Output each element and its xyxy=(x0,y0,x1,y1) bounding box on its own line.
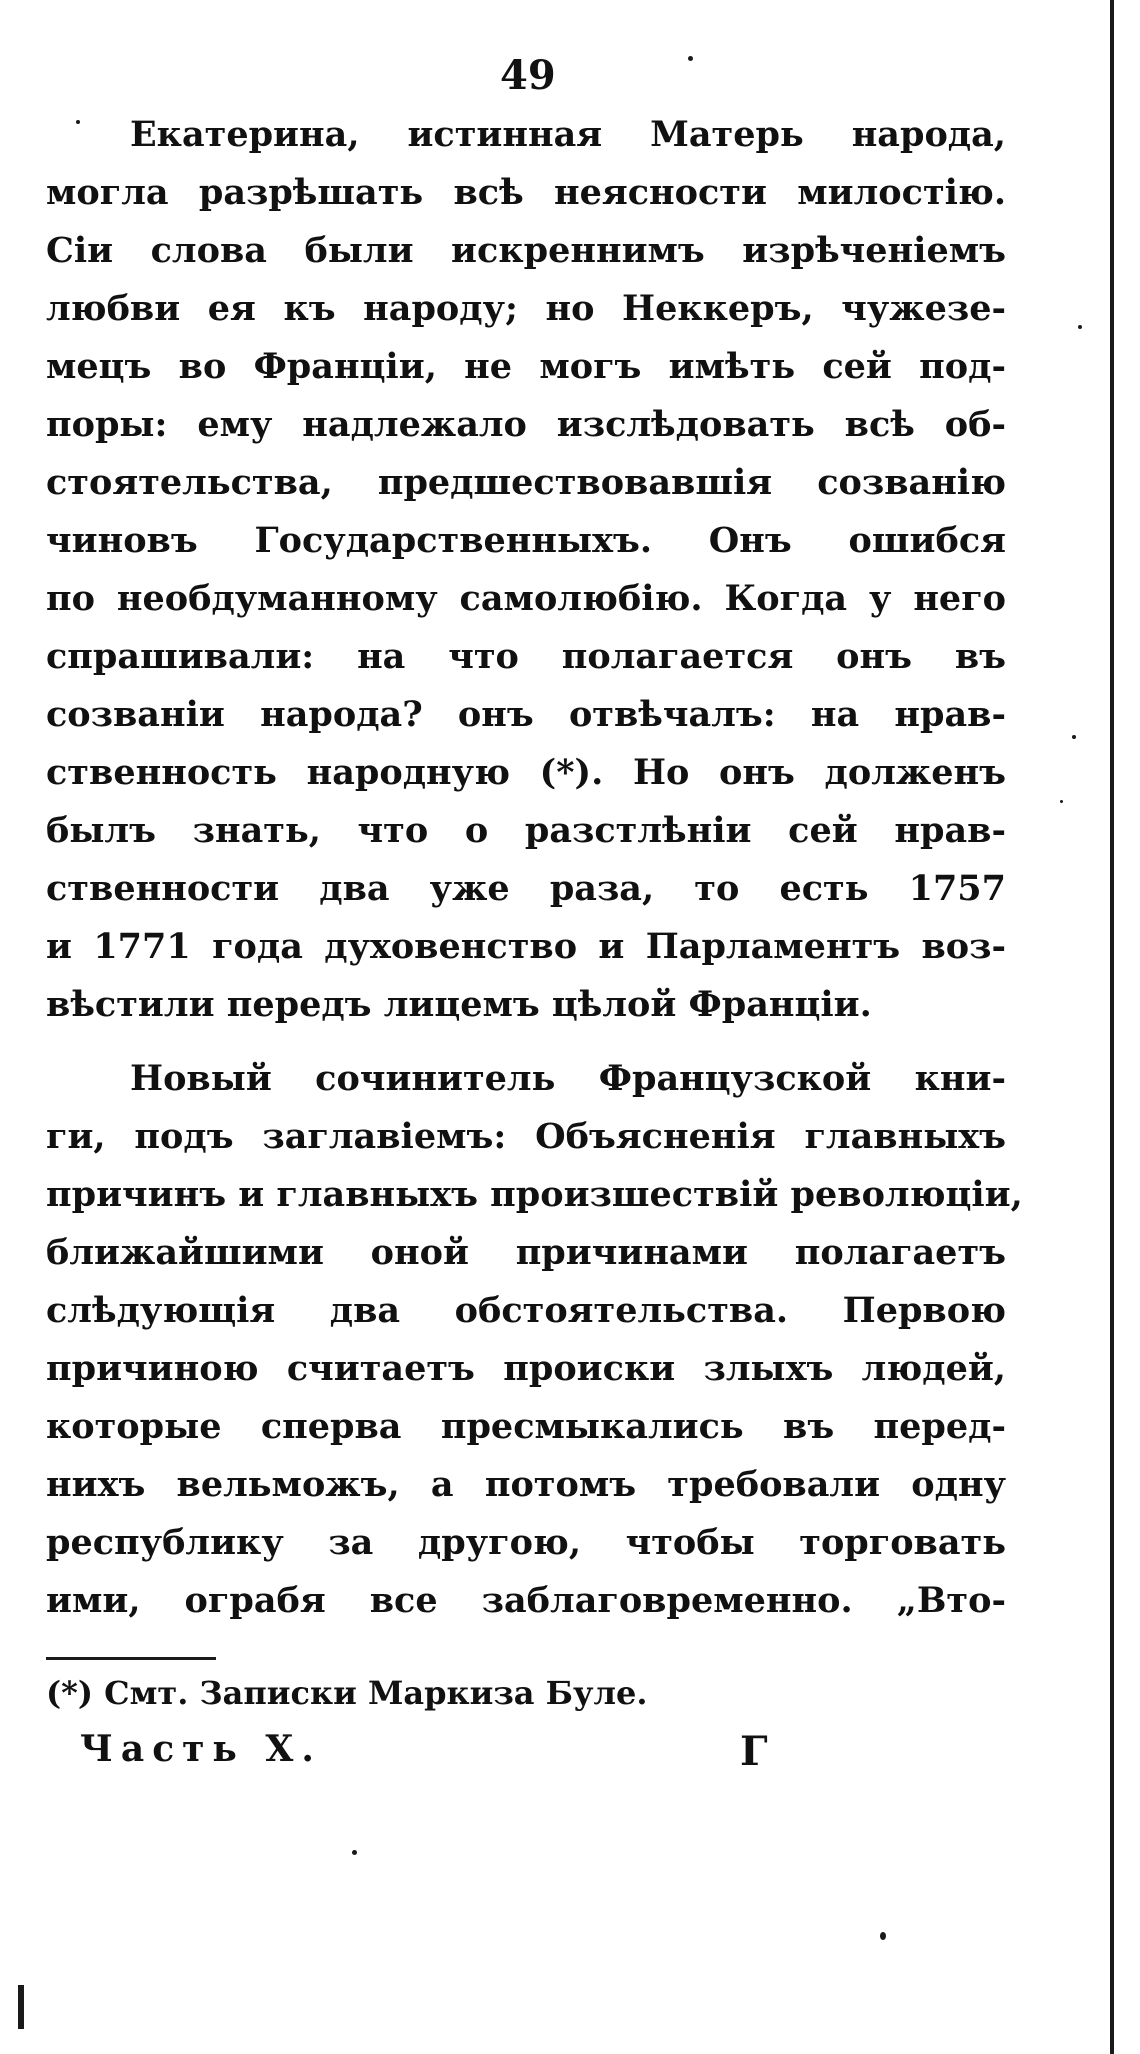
text-line: вѣстили передъ лицемъ цѣлой Франціи. xyxy=(46,984,872,1025)
text-line: слѣдующія два обстоятельства. Первою xyxy=(46,1290,1006,1331)
scan-speck xyxy=(352,1850,357,1855)
text-line: ближайшими оной причинами полагаетъ xyxy=(46,1232,1006,1273)
text-line: нихъ вельможъ, а потомъ требовали одну xyxy=(46,1464,1006,1505)
text-line: любви ея къ народу; но Неккеръ, чужезе- xyxy=(46,288,1006,329)
text-line: могла разрѣшать всѣ неясности милостію. xyxy=(46,172,1006,213)
text-line: по необдуманному самолюбію. Когда у него xyxy=(46,578,1006,619)
scan-speck xyxy=(688,56,693,61)
scan-speck xyxy=(1078,325,1082,329)
text-line: Сіи слова были искреннимъ изрѣченіемъ xyxy=(46,230,1006,271)
signature-part: Часть X. xyxy=(80,1728,322,1770)
text-line: созваніи народа? онъ отвѣчалъ: на нрав- xyxy=(46,694,1006,735)
text-line: чиновъ Государственныхъ. Онъ ошибся xyxy=(46,520,1006,561)
text-line: стоятельства, предшествовавшія созванію xyxy=(46,462,1006,503)
text-line: которые сперва пресмыкались въ перед- xyxy=(46,1406,1006,1447)
text-line: республику за другою, чтобы торговать xyxy=(46,1522,1006,1563)
scan-speck xyxy=(1072,735,1076,739)
text-line: поры: ему надлежало изслѣдовать всѣ об- xyxy=(46,404,1006,445)
text-line: ственности два уже раза, то есть 1757 xyxy=(46,868,1006,909)
page-number: 49 xyxy=(500,52,556,99)
signature-mark: Г xyxy=(740,1728,768,1775)
text-line: спрашивали: на что полагается онъ въ xyxy=(46,636,1006,677)
text-line: Екатерина, истинная Матерь народа, xyxy=(130,114,1006,155)
scan-speck xyxy=(1060,800,1063,803)
footnote-separator xyxy=(46,1657,216,1660)
text-line: Новый сочинитель Французской кни- xyxy=(130,1058,1006,1099)
scan-speck xyxy=(880,1932,886,1940)
footnote: (*) Смт. Записки Маркиза Буле. xyxy=(46,1674,648,1712)
scan-speck xyxy=(76,120,80,124)
text-line: и 1771 года духовенство и Парламентъ воз- xyxy=(46,926,1006,967)
text-line: мецъ во Франціи, не могъ имѣть сей под- xyxy=(46,346,1006,387)
scan-mark xyxy=(18,1985,24,2029)
text-line: причиною считаетъ происки злыхъ людей, xyxy=(46,1348,1006,1389)
text-line: ими, ограбя все заблаговременно. „Вто- xyxy=(46,1580,1006,1621)
text-line: ственность народную (*). Но онъ долженъ xyxy=(46,752,1006,793)
text-line: ги, подъ заглавіемъ: Объясненія главныхъ xyxy=(46,1116,1006,1157)
text-line: причинъ и главныхъ произшествій революціи, xyxy=(46,1174,1023,1215)
page-edge-rule xyxy=(1110,0,1114,2054)
text-line: былъ знать, что о разстлѣніи сей нрав- xyxy=(46,810,1006,851)
